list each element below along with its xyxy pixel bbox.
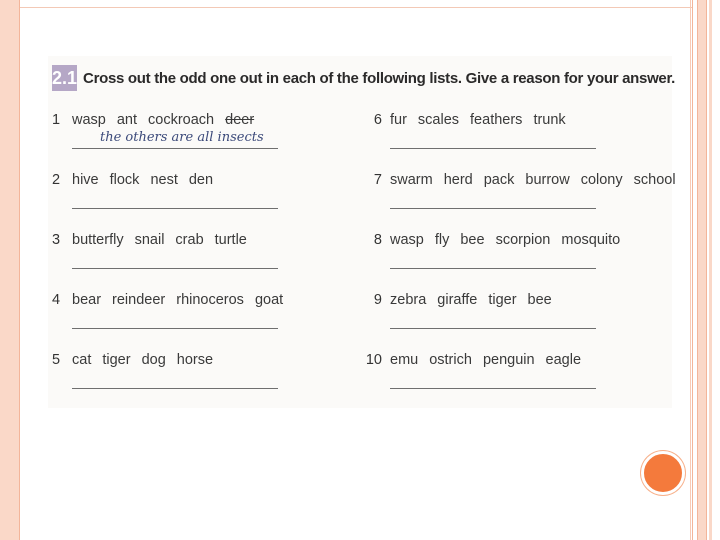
word-list <box>390 232 631 248</box>
word[interactable]: bee <box>527 292 552 308</box>
word[interactable]: giraffe <box>437 292 478 308</box>
item-number: 4 <box>52 292 61 308</box>
answer-line[interactable] <box>390 268 596 269</box>
answer-line[interactable] <box>390 148 596 149</box>
word-list <box>72 112 265 128</box>
slide-frame-left <box>0 0 20 540</box>
word[interactable]: den <box>188 172 214 188</box>
word[interactable]: swarm <box>390 172 433 188</box>
item-number: 1 <box>52 112 61 128</box>
word[interactable]: turtle <box>214 232 247 248</box>
word[interactable]: scorpion <box>495 232 551 248</box>
handwritten-answer: the others are all insects <box>100 130 264 145</box>
item-number: 6 <box>373 112 382 128</box>
word[interactable]: wasp <box>390 232 424 248</box>
word[interactable]: pack <box>483 172 515 188</box>
slide-frame-right <box>692 0 720 540</box>
answer-line[interactable] <box>72 328 278 329</box>
worksheet <box>48 56 676 408</box>
word[interactable]: ant <box>116 112 138 128</box>
item-number: 5 <box>52 352 61 368</box>
word[interactable]: fur <box>390 112 407 128</box>
word[interactable]: bee <box>460 232 485 248</box>
answer-line[interactable] <box>390 388 596 389</box>
exercise-instructions: Cross out the odd one out in each of the following lists. Give a reason for your answer. <box>83 69 676 87</box>
item-number: 2 <box>52 172 61 188</box>
answer-line[interactable] <box>72 148 278 149</box>
item-number: 8 <box>373 232 382 248</box>
word[interactable]: crab <box>175 232 204 248</box>
word[interactable]: butterfly <box>72 232 124 248</box>
word[interactable]: tiger <box>488 292 517 308</box>
word[interactable]: tiger <box>102 352 131 368</box>
exercise-header <box>52 64 676 92</box>
word[interactable]: ostrich <box>429 352 472 368</box>
word[interactable]: eagle <box>545 352 582 368</box>
word[interactable]: nest <box>150 172 178 188</box>
answer-line[interactable] <box>390 328 596 329</box>
word-list <box>390 352 592 368</box>
word[interactable]: feathers <box>470 112 523 128</box>
word-list <box>72 292 294 308</box>
item-number: 9 <box>373 292 382 308</box>
item-number: 3 <box>52 232 61 248</box>
word[interactable]: goat <box>254 292 284 308</box>
item-number: 7 <box>373 172 382 188</box>
word[interactable]: school <box>633 172 676 188</box>
word-list <box>72 232 258 248</box>
word[interactable]: herd <box>443 172 473 188</box>
answer-line[interactable] <box>72 208 278 209</box>
word[interactable]: penguin <box>482 352 535 368</box>
word-list <box>390 112 577 128</box>
word[interactable]: emu <box>390 352 419 368</box>
word[interactable]: zebra <box>390 292 427 308</box>
decorative-circle-icon <box>641 451 685 495</box>
slide-frame-top <box>20 0 692 8</box>
word[interactable]: fly <box>434 232 450 248</box>
answer-line[interactable] <box>390 208 596 209</box>
word-list <box>390 172 687 188</box>
word[interactable]: mosquito <box>561 232 621 248</box>
word[interactable]: hive <box>72 172 99 188</box>
word[interactable]: wasp <box>72 112 106 128</box>
word[interactable]: colony <box>580 172 623 188</box>
word[interactable]: scales <box>417 112 460 128</box>
word[interactable]: horse <box>176 352 214 368</box>
word[interactable]: cat <box>72 352 92 368</box>
word-list <box>72 172 224 188</box>
word[interactable]: reindeer <box>112 292 166 308</box>
word[interactable]: bear <box>72 292 102 308</box>
word[interactable]: burrow <box>525 172 570 188</box>
word[interactable]: dog <box>141 352 166 368</box>
word-list <box>72 352 224 368</box>
word[interactable]: flock <box>109 172 140 188</box>
crossed-out-word[interactable]: deer <box>225 112 255 128</box>
item-number: 10 <box>365 352 382 368</box>
answer-line[interactable] <box>72 388 278 389</box>
answer-line[interactable] <box>72 268 278 269</box>
word[interactable]: rhinoceros <box>176 292 244 308</box>
exercise-number-badge: 2.1 <box>52 65 77 91</box>
word[interactable]: cockroach <box>148 112 215 128</box>
word[interactable]: snail <box>134 232 165 248</box>
word-list <box>390 292 563 308</box>
word[interactable]: trunk <box>533 112 566 128</box>
